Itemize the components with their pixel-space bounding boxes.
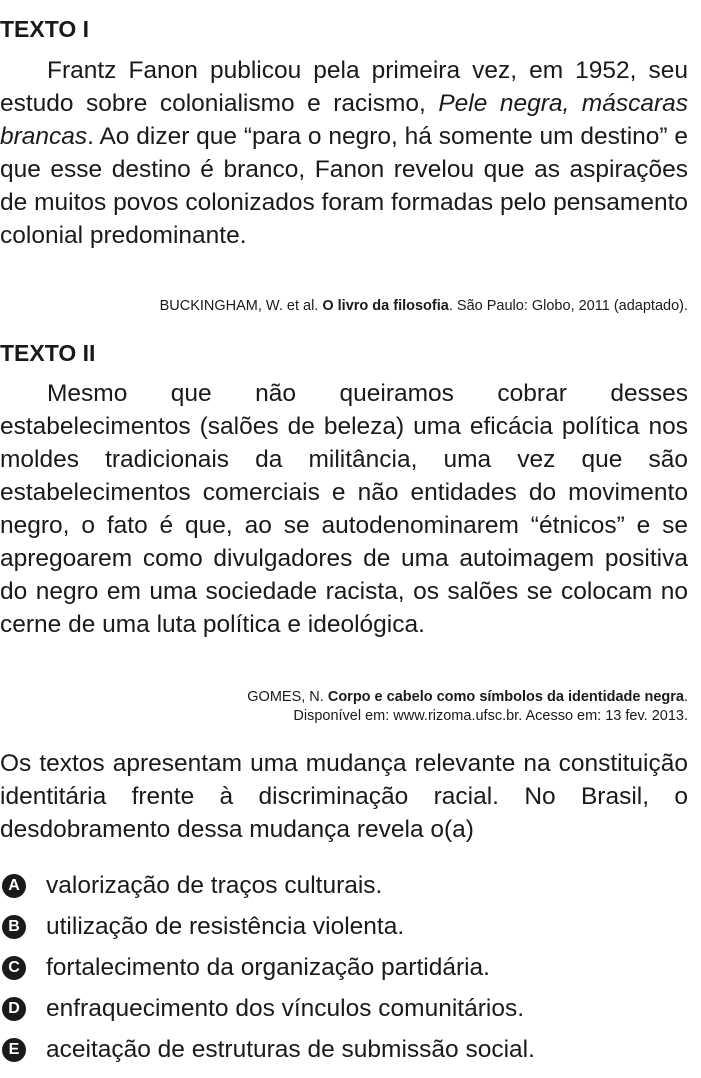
source-1-title: O livro da filosofia	[322, 298, 449, 314]
option-c[interactable]	[0, 953, 490, 983]
source-1-author: BUCKINGHAM, W. et al.	[159, 298, 323, 314]
texto-2-source	[247, 688, 688, 726]
texto-1-text-b: . Ao dizer que “para o negro, há somente um destino” e que esse destino é branco, Fanon revelou que as aspirações de muitos povos colonizados foram formadas pelo pensamento colonial predominante.	[0, 123, 688, 249]
option-e[interactable]	[0, 1035, 535, 1065]
option-d-text: enfraquecimento dos vínculos comunitários.	[46, 995, 525, 1022]
option-b-badge: B	[2, 915, 26, 939]
option-a[interactable]	[0, 871, 382, 901]
texto-2-paragraph: Mesmo que não queiramos cobrar desses estabelecimentos (salões de beleza) uma eficácia política nos moldes tradicionais da militância, uma vez que são estabelecimentos comerciais e não entidades do movimento negro, o fato é que, ao se autodenominarem “étnicos” e se apregoarem como divulgadores de uma autoimagem positiva do negro em uma sociedade racista, os salões se colocam no cerne de uma luta política e ideológica.	[0, 380, 688, 638]
option-c-badge: C	[2, 956, 26, 980]
texto-1-source	[160, 297, 688, 316]
source-2-punct: .	[683, 689, 688, 705]
texto-2-heading: TEXTO II	[0, 340, 96, 366]
option-b[interactable]	[0, 912, 404, 942]
option-d-badge: D	[2, 997, 26, 1021]
option-a-text: valorização de traços culturais.	[46, 872, 383, 899]
option-e-text: aceitação de estruturas de submissão social.	[46, 1036, 535, 1063]
option-b-text: utilização de resistência violenta.	[46, 913, 405, 940]
source-2-author: GOMES, N.	[247, 689, 328, 705]
source-2-title: Corpo e cabelo como símbolos da identidade negra	[327, 689, 684, 705]
texto-1-text-a: Frantz Fanon publicou pela primeira vez, em 1952, seu estudo sobre colonialismo e racismo,	[0, 57, 688, 117]
texto-1-paragraph	[0, 54, 688, 252]
option-c-text: fortalecimento da organização partidária.	[46, 954, 490, 981]
source-2-availability: Disponível em: www.rizoma.ufsc.br. Acesso em: 13 fev. 2013.	[293, 708, 688, 724]
source-1-publisher: . São Paulo: Globo, 2011 (adaptado).	[448, 298, 688, 314]
option-a-badge: A	[2, 874, 26, 898]
texto-1-heading: TEXTO I	[0, 16, 90, 42]
option-e-badge: E	[2, 1038, 26, 1062]
option-d[interactable]	[0, 994, 524, 1024]
book-title: Pele negra, máscaras brancas	[0, 90, 688, 150]
question-stem: Os textos apresentam uma mudança relevante na constituição identitária frente à discriminação racial. No Brasil, o desdobramento dessa mudança revela o(a)	[0, 750, 688, 843]
